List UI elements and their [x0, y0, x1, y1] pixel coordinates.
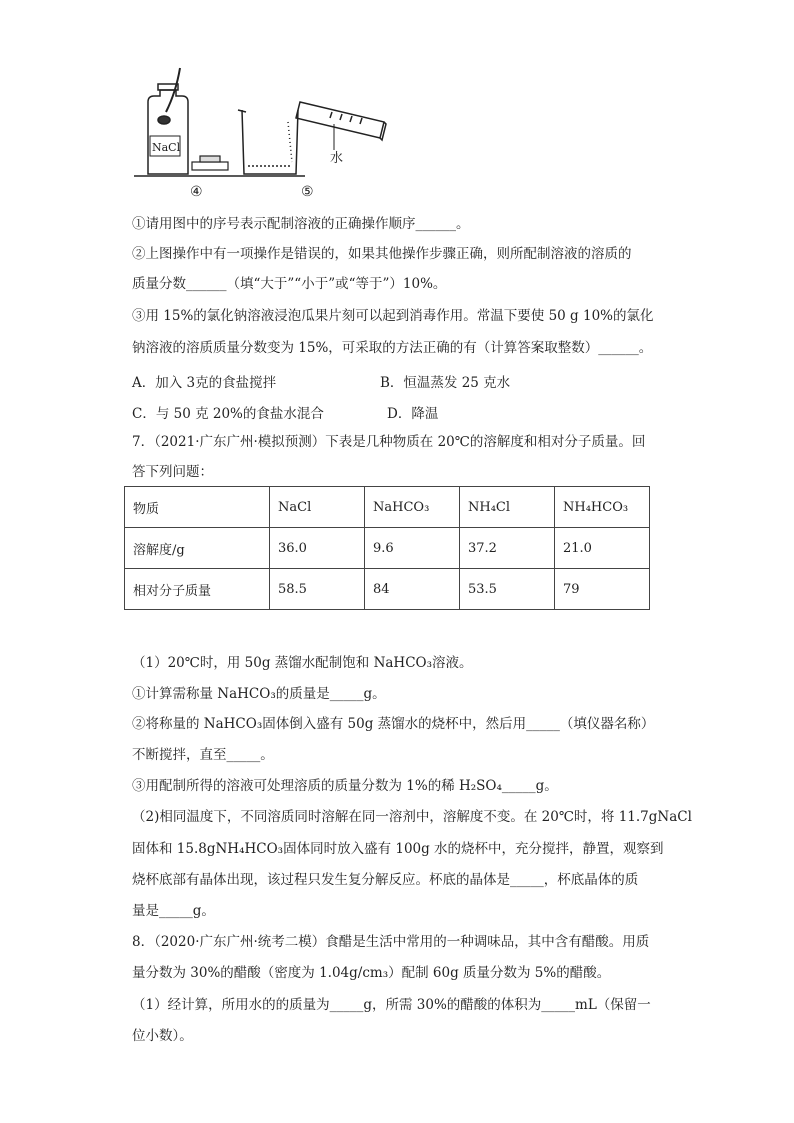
- q6-item-2-line-2: 质量分数______（填“大于”“小于”或“等于”）10%。: [132, 276, 447, 292]
- q7-part-1-item-1: ①计算需称量 NaHCO₃的质量是_____g。: [132, 686, 386, 702]
- table-header-cell: NaHCO₃: [365, 487, 460, 528]
- table-cell: 溶解度/g: [125, 528, 270, 569]
- table-cell: 53.5: [460, 569, 555, 610]
- table-cell: 58.5: [270, 569, 365, 610]
- q7-part-2-line-4: 量是_____g。: [132, 903, 215, 919]
- q8-intro-line-2: 量分数为 30%的醋酸（密度为 1.04g/cm₃）配制 60g 质量分数为 5%的醋酸。: [132, 965, 611, 981]
- table-header-row: [125, 487, 650, 528]
- table-header-cell: NaCl: [270, 487, 365, 528]
- step-5-label: ⑤: [301, 184, 314, 200]
- option-d: D．降温: [387, 406, 439, 422]
- q7-part-1-item-3: ③用配制所得的溶液可处理溶质的质量分数为 1%的稀 H₂SO₄_____g。: [132, 778, 558, 794]
- apparatus-figure: [130, 62, 400, 202]
- bottle-label: NaCl: [152, 141, 181, 154]
- option-b: B．恒温蒸发 25 克水: [380, 375, 511, 391]
- table-cell: 相对分子质量: [125, 569, 270, 610]
- q8-intro-line-1: 8．（2020·广东广州·统考二模）食醋是生活中常用的一种调味品，其中含有醋酸。用质: [132, 934, 650, 950]
- q7-part-1: （1）20℃时，用 50g 蒸馏水配制饱和 NaHCO₃溶液。: [132, 655, 473, 671]
- q6-item-3-line-2: 钠溶液的溶质质量分数变为 15%，可采取的方法正确的有（计算答案取整数）______。: [132, 340, 653, 356]
- option-a: A．加入 3克的食盐搅拌: [132, 375, 277, 391]
- table-header-cell: NH₄HCO₃: [555, 487, 650, 528]
- table-row: [125, 528, 650, 569]
- q7-intro-line-1: 7．（2021·广东广州·模拟预测）下表是几种物质在 20℃的溶解度和相对分子质量。回: [132, 434, 646, 450]
- q7-intro-line-2: 答下列问题：: [132, 464, 213, 480]
- table-cell: 36.0: [270, 528, 365, 569]
- table-cell: 21.0: [555, 528, 650, 569]
- option-c: C．与 50 克 20%的食盐水混合: [132, 406, 324, 422]
- table-cell: 9.6: [365, 528, 460, 569]
- table-header-cell: 物质: [125, 487, 270, 528]
- table-row: [125, 569, 650, 610]
- reagent-bottle-icon: [148, 68, 188, 174]
- graduated-cylinder-icon: [296, 102, 386, 150]
- q7-part-1-item-2-line-2: 不断搅拌，直至_____。: [132, 747, 274, 763]
- table-cell: 84: [365, 569, 460, 610]
- q6-item-1: ①请用图中的序号表示配制溶液的正确操作顺序______。: [132, 216, 470, 232]
- table-cell: 37.2: [460, 528, 555, 569]
- q8-part-1-line-1: （1）经计算，所用水的的质量为_____g，所需 30%的醋酸的体积为_____mL（保留一: [132, 997, 651, 1013]
- table-header-cell: NH₄Cl: [460, 487, 555, 528]
- table-cell: 79: [555, 569, 650, 610]
- beaker-icon: [238, 110, 298, 174]
- step-4-label: ④: [190, 184, 203, 200]
- q7-part-2-line-1: （2)相同温度下，不同溶质同时溶解在同一溶剂中，溶解度不变。在 20℃时，将 11.7gNaCl: [132, 809, 692, 825]
- water-label: 水: [330, 151, 344, 166]
- q7-part-2-line-3: 烧杯底部有晶体出现，该过程只发生复分解反应。杯底的晶体是_____，杯底晶体的质: [132, 872, 639, 888]
- q6-item-2-line-1: ②上图操作中有一项操作是错误的，如果其他操作步骤正确，则所配制溶液的溶质的: [132, 246, 632, 262]
- solubility-table: [124, 486, 650, 610]
- q8-part-1-line-2: 位小数）。: [132, 1028, 193, 1044]
- q7-part-2-line-2: 固体和 15.8gNH₄HCO₃固体同时放入盛有 100g 水的烧杯中，充分搅拌，静置，观察到: [132, 841, 664, 857]
- salt-dish-icon: [192, 156, 228, 170]
- q7-part-1-item-2-line-1: ②将称量的 NaHCO₃固体倒入盛有 50g 蒸馏水的烧杯中，然后用_____（填仪器名称）: [132, 716, 655, 732]
- q6-item-3-line-1: ③用 15%的氯化钠溶液浸泡瓜果片刻可以起到消毒作用。常温下要使 50 g 10%的氯化: [132, 308, 654, 324]
